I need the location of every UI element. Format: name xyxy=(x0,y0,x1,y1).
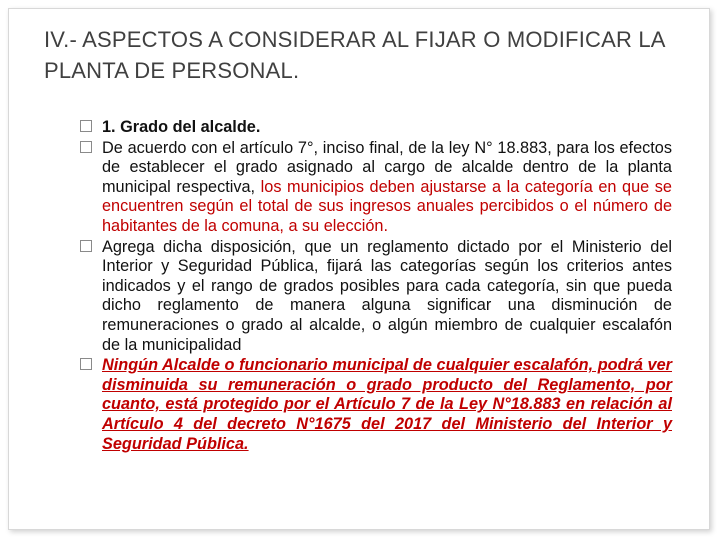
bullet-heading: 1. Grado del alcalde. xyxy=(102,118,261,136)
bullet-text-emphasis: Ningún Alcalde o funcionario municipal de cualquier escalafón, podrá ver disminuida su remuneración o grado producto del Reglamento, por cuanto, está protegido por el Artículo 7 de la Ley N°18.883 en relación al Artículo 4 del decreto N°1675 del 2017 del Ministerio del Interior y Seguridad Pública. xyxy=(102,356,672,453)
bullet-item-grado xyxy=(80,118,672,138)
slide-content xyxy=(80,118,672,454)
bullet-item-proteccion xyxy=(80,356,672,454)
checkbox-square-icon xyxy=(80,358,92,370)
slide-title: IV.- ASPECTOS A CONSIDERAR AL FIJAR O MODIFICAR LA PLANTA DE PERSONAL. xyxy=(44,27,665,83)
checkbox-square-icon xyxy=(80,120,92,132)
bullet-text-plain: De acuerdo con el artículo 7°, inciso final, de la ley N° 18.883, para los efectos de establecer el grado asignado al cargo de alcalde dentro de la planta municipal respectiva, xyxy=(102,138,672,196)
bullet-item-reglamento xyxy=(80,238,672,356)
checkbox-square-icon xyxy=(80,141,92,153)
checkbox-square-icon xyxy=(80,240,92,252)
bullet-text-emphasis: los municipios deben ajustarse a la categoría en que se encuentren según el total de sus ingresos anuales percibidos o el número de habitantes de la comuna, a su elección. xyxy=(102,177,672,235)
bullet-item-articulo xyxy=(80,139,672,237)
bullet-text: Agrega dicha disposición, que un reglamento dictado por el Ministerio del Interior y Seguridad Pública, fijará las categorías según los criterios antes indicados y el rango de grados posibles para cada categoría, sin que pueda dicho reglamento de manera alguna significar una disminución de remuneraciones o grado al alcalde, o algún miembro de cualquier escalafón de la municipalidad xyxy=(102,237,672,354)
